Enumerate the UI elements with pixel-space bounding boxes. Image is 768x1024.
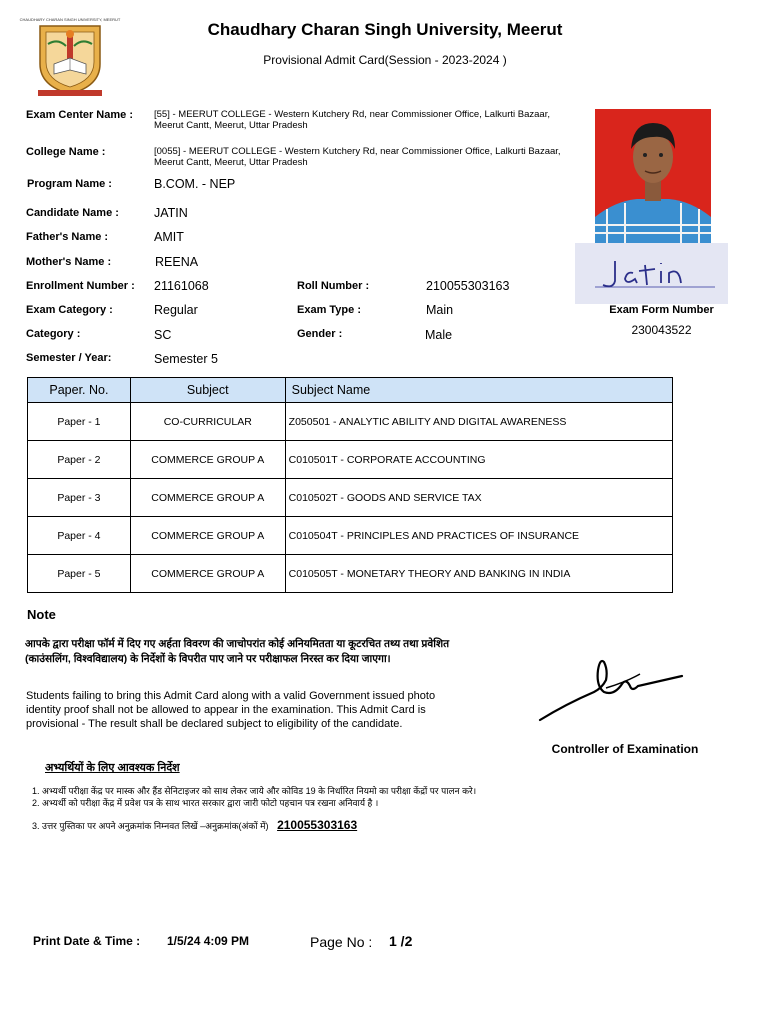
table-row [28,479,673,517]
gender-value: Male [425,328,453,342]
print-date-value: 1/5/24 4:09 PM [167,934,250,948]
father-value: AMIT [154,230,184,244]
college-value: [0055] - MEERUT COLLEGE - Western Kutchery Rd, near Commissioner Office, Lalkurti Bazaar, Meerut Cantt, Meerut, Uttar Pradesh [154,146,561,168]
subject-cell: COMMERCE GROUP A [130,517,285,555]
exam-center-label: Exam Center Name : [26,109,133,121]
subject-cell: CO-CURRICULAR [130,403,285,441]
instruction-item-3 [32,818,357,832]
svg-text:CHAUDHARY CHARAN SINGH UNIVERS: CHAUDHARY CHARAN SINGH UNIVERSITY, MEERUT [19,17,121,22]
candidate-value: JATIN [154,206,188,220]
category-value: SC [154,328,172,342]
exam-center-value: [55] - MEERUT COLLEGE - Western Kutchery Rd, near Commissioner Office, Lalkurti Bazaar, Meerut Cantt, Meerut, Uttar Pradesh [154,109,550,131]
page-number-label: Page No : [310,934,373,950]
exam-form-number-value: 230043522 [631,323,692,337]
page-number-value: 1 /2 [389,933,413,949]
gender-label: Gender : [297,328,343,340]
header-subject: Subject [130,378,285,403]
instructions-heading: अभ्यर्थियों के लिए आवश्यक निर्देश [45,762,180,774]
paper-no-cell: Paper - 1 [28,403,131,441]
program-label: Program Name : [27,178,112,190]
subject-name-cell: C010504T - PRINCIPLES AND PRACTICES OF INSURANCE [285,517,672,555]
exam-type-value: Main [426,303,454,317]
table-row [28,555,673,593]
subject-cell: COMMERCE GROUP A [130,555,285,593]
exam-category-label: Exam Category : [26,304,113,316]
papers-table [27,377,673,593]
note-heading: Note [27,607,56,622]
subject-cell: COMMERCE GROUP A [130,479,285,517]
table-header-row [28,378,673,403]
instruction-item-2: 2. अभ्यर्थी को परीक्षा केंद्र में प्रवेश पत्र के साथ भारत सरकार द्वारा जारी फोटो पहचान पत्र रखना अनिवार्य है । [32,798,379,808]
candidate-signature [575,243,728,304]
semester-label: Semester / Year: [26,352,112,364]
mother-label: Mother's Name : [26,256,112,268]
candidate-label: Candidate Name : [26,207,119,219]
university-logo [19,14,121,98]
subject-name-cell: C010502T - GOODS AND SERVICE TAX [285,479,672,517]
candidate-photo [595,109,711,243]
header-subject-name: Subject Name [285,378,672,403]
semester-value: Semester 5 [154,352,218,366]
program-value: B.COM. - NEP [154,177,236,191]
admit-card-subtitle: Provisional Admit Card(Session - 2023-2024 ) [263,53,507,67]
table-row [28,441,673,479]
controller-signature [536,652,686,727]
exam-form-number-label: Exam Form Number [609,304,714,316]
subject-name-cell: C010501T - CORPORATE ACCOUNTING [285,441,672,479]
college-label: College Name : [26,146,106,158]
enrollment-value: 21161068 [154,279,209,293]
paper-no-cell: Paper - 2 [28,441,131,479]
subject-cell: COMMERCE GROUP A [130,441,285,479]
note-hindi: आपके द्वारा परीक्षा फॉर्म में दिए गए अर्हता विवरण की जाचोपरांत कोई अनियमितता या कूटरचित तथ्य तथा प्रवेशित (काउंसलिंग, विश्वविद्यालय) के निर्देशों के विपरीत पाए जाने पर परीक्षाफल निरस्त कर दिया जाएगा। [25,638,450,665]
father-label: Father's Name : [26,231,109,243]
enrollment-label: Enrollment Number : [26,280,135,292]
subject-name-cell: Z050501 - ANALYTIC ABILITY AND DIGITAL AWARENESS [285,403,672,441]
paper-no-cell: Paper - 4 [28,517,131,555]
category-label: Category : [26,328,81,340]
university-title: Chaudhary Charan Singh University, Meerut [207,20,563,39]
roll-value: 210055303163 [426,279,510,293]
table-row [28,403,673,441]
subject-name-cell: C010505T - MONETARY THEORY AND BANKING IN INDIA [285,555,672,593]
exam-category-value: Regular [154,303,198,317]
paper-no-cell: Paper - 5 [28,555,131,593]
instruction-item-1: 1. अभ्यर्थी परीक्षा केंद्र पर मास्क और हैंड सेनिटाइजर को साथ लेकर जाये और कोविड 19 के निर्धारित नियमो का परीक्षा केंद्रों पर पालन करे। [32,786,477,796]
table-row [28,517,673,555]
paper-no-cell: Paper - 3 [28,479,131,517]
note-english: Students failing to bring this Admit Card along with a valid Government issued photo identity proof shall not be allowed to appear in the examination. This Admit Card is provisional - The result shall be declared subject to eligibility of the candidate. [26,690,436,730]
instruction-item-3-text: 3. उत्तर पुस्तिका पर अपने अनुक्रमांक निम्नवत लिखें –अनुक्रमांक(अंकों में) [32,821,269,831]
mother-value: REENA [155,255,199,269]
header-paper-no: Paper. No. [28,378,131,403]
print-date-label: Print Date & Time : [33,934,141,948]
exam-type-label: Exam Type : [297,304,361,316]
controller-label: Controller of Examination [551,742,699,756]
roll-label: Roll Number : [297,280,370,292]
instruction-roll-number: 210055303163 [277,818,358,832]
